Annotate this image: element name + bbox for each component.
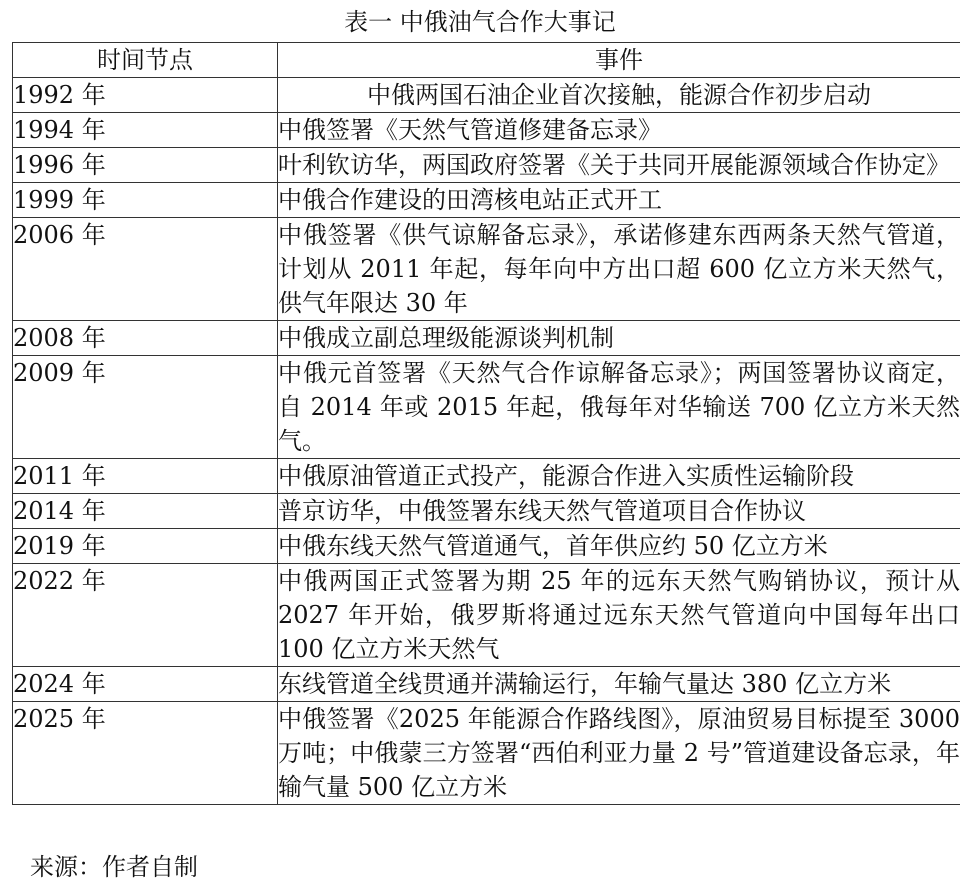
table-row (13, 702, 960, 805)
year-cell: 1996 年 (13, 148, 278, 183)
event-cell: 叶利钦访华，两国政府签署《关于共同开展能源领域合作协定》 (278, 148, 960, 183)
table-row (13, 113, 960, 148)
table-row (13, 529, 960, 564)
event-cell: 东线管道全线贯通并满输运行，年输气量达 380 亿立方米 (278, 667, 960, 702)
table-header-row (13, 43, 960, 78)
table-row (13, 564, 960, 667)
column-header-event: 事件 (278, 43, 960, 78)
table-row (13, 459, 960, 494)
event-cell: 普京访华，中俄签署东线天然气管道项目合作协议 (278, 494, 960, 529)
event-cell: 中俄成立副总理级能源谈判机制 (278, 321, 960, 356)
year-cell: 2006 年 (13, 218, 278, 321)
table-row (13, 321, 960, 356)
event-cell: 中俄原油管道正式投产，能源合作进入实质性运输阶段 (278, 459, 960, 494)
table-row (13, 667, 960, 702)
source-note: 来源：作者自制 (30, 853, 198, 881)
year-cell: 1999 年 (13, 183, 278, 218)
year-cell: 2008 年 (13, 321, 278, 356)
table-row (13, 148, 960, 183)
table-row (13, 218, 960, 321)
event-cell: 中俄签署《供气谅解备忘录》，承诺修建东西两条天然气管道，计划从 2011 年起，每年向中方出口超 600 亿立方米天然气，供气年限达 30 年 (278, 218, 960, 321)
events-table (12, 42, 960, 805)
event-cell: 中俄签署《天然气管道修建备忘录》 (278, 113, 960, 148)
year-cell: 2024 年 (13, 667, 278, 702)
event-cell: 中俄元首签署《天然气合作谅解备忘录》；两国签署协议商定，自 2014 年或 2015 年起，俄每年对华输送 700 亿立方米天然气。 (278, 356, 960, 459)
event-cell: 中俄签署《2025 年能源合作路线图》，原油贸易目标提至 3000 万吨；中俄蒙三方签署“西伯利亚力量 2 号”管道建设备忘录，年输气量 500 亿立方米 (278, 702, 960, 805)
event-cell: 中俄合作建设的田湾核电站正式开工 (278, 183, 960, 218)
year-cell: 2014 年 (13, 494, 278, 529)
table-row (13, 78, 960, 113)
table-row (13, 183, 960, 218)
table-row (13, 356, 960, 459)
year-cell: 2025 年 (13, 702, 278, 805)
year-cell: 1994 年 (13, 113, 278, 148)
column-header-time: 时间节点 (13, 43, 278, 78)
event-cell: 中俄东线天然气管道通气，首年供应约 50 亿立方米 (278, 529, 960, 564)
event-cell: 中俄两国石油企业首次接触，能源合作初步启动 (278, 78, 960, 113)
year-cell: 2019 年 (13, 529, 278, 564)
year-cell: 2011 年 (13, 459, 278, 494)
year-cell: 2009 年 (13, 356, 278, 459)
event-cell: 中俄两国正式签署为期 25 年的远东天然气购销协议，预计从 2027 年开始，俄罗斯将通过远东天然气管道向中国每年出口 100 亿立方米天然气 (278, 564, 960, 667)
table-caption: 表一 中俄油气合作大事记 (344, 8, 616, 36)
year-cell: 1992 年 (13, 78, 278, 113)
year-cell: 2022 年 (13, 564, 278, 667)
table-row (13, 494, 960, 529)
